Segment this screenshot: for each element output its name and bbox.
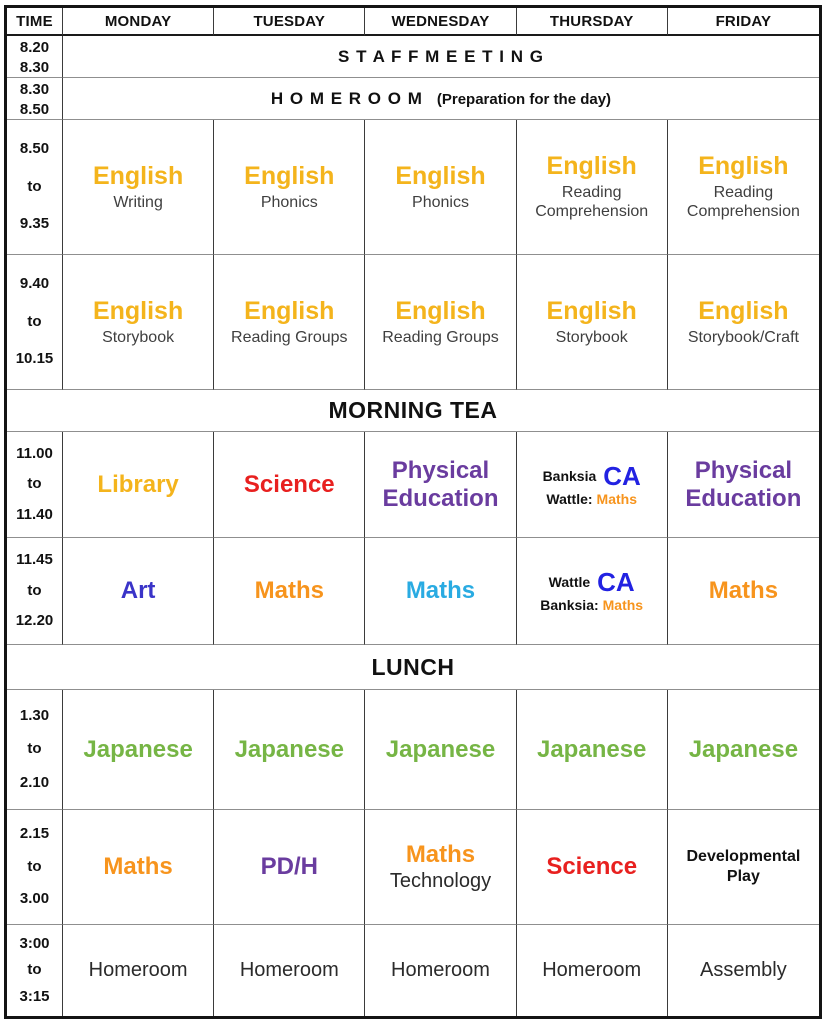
time-to: to [27, 740, 42, 758]
time-end: 8.50 [19, 101, 50, 119]
subject-title: PD/H [260, 853, 318, 881]
subject-label: Maths [596, 490, 637, 507]
header-cell-wednesday: WEDNESDAY [365, 8, 516, 36]
subject-title: English [698, 152, 789, 181]
subject-title: Japanese [83, 735, 193, 763]
cell-wednesday-english-phonics [365, 120, 516, 255]
header-cell-thursday: THURSDAY [517, 8, 668, 36]
cell-friday-english-reading-comprehension [668, 120, 819, 255]
time-to: to [27, 857, 42, 875]
cell-friday-maths [668, 538, 819, 645]
subject-title: Developmental Play [686, 848, 801, 885]
staff-meeting-label: S T A F F M E E T I N G [338, 46, 544, 66]
lunch-label: LUNCH [371, 653, 455, 680]
subject-title: English [92, 162, 184, 191]
time-cell-staff-meeting [7, 36, 63, 78]
subject-title: English [92, 297, 184, 326]
subject-title: English [395, 297, 486, 326]
subject-title: Homeroom [88, 959, 188, 981]
cell-tuesday-maths [214, 538, 365, 645]
cell-tuesday-english-reading-groups [214, 255, 365, 390]
subject-title: English [244, 297, 335, 326]
subject-title: Maths [254, 577, 324, 605]
time-start: 9.40 [19, 275, 50, 293]
time-start: 11.45 [16, 551, 53, 569]
cell-tuesday-homeroom [214, 925, 365, 1016]
subject-title: Japanese [385, 735, 496, 763]
time-start: 1.30 [19, 706, 50, 724]
cell-monday-library [63, 432, 214, 538]
cell-thursday-science [517, 810, 668, 925]
subject-title: Japanese [688, 735, 799, 763]
ca-label: CA [603, 460, 641, 491]
subject-label: Maths [602, 597, 644, 613]
subject-subtitle: Reading Comprehension [535, 184, 649, 221]
time-end: 12.20 [15, 612, 54, 630]
split-line-1 [542, 460, 641, 491]
homeroom-wrap [271, 89, 611, 109]
subject-title: English [546, 297, 637, 326]
subject-subtitle: Phonics [260, 193, 318, 211]
lunch-cell [7, 645, 819, 690]
subject-subtitle: Reading Groups [231, 328, 348, 346]
subject-title: English [546, 152, 637, 181]
cell-friday-physical-education [668, 432, 819, 538]
group-label: Banksia [542, 467, 597, 484]
subject-subtitle: Writing [113, 193, 163, 211]
time-cell-215-300 [7, 810, 63, 925]
cell-thursday-english-storybook [517, 255, 668, 390]
subject-title: Japanese [536, 735, 647, 763]
subject-subtitle: Technology [389, 870, 492, 893]
time-start: 8.30 [19, 81, 50, 98]
time-to: to [27, 312, 42, 330]
time-end: 10.15 [15, 350, 54, 368]
timetable [4, 5, 822, 1019]
time-cell-1100-1140 [7, 432, 63, 538]
subject-title: Art [120, 577, 156, 605]
subject-title: English [395, 162, 486, 191]
time-to: to [27, 961, 42, 979]
time-cell-homeroom [7, 78, 63, 120]
staff-meeting-cell [63, 36, 819, 78]
subject-subtitle: Reading Comprehension [686, 184, 800, 221]
cell-monday-japanese [63, 690, 214, 810]
cell-wednesday-homeroom [365, 925, 516, 1016]
cell-monday-english-storybook [63, 255, 214, 390]
header-cell-monday: MONDAY [63, 8, 214, 36]
subject-title: Science [546, 853, 638, 881]
cell-thursday-wattle-ca-banksia-maths [517, 538, 668, 645]
cell-friday-japanese [668, 690, 819, 810]
time-end: 3:15 [19, 988, 50, 1006]
cell-monday-english-writing [63, 120, 214, 255]
time-start: 11.00 [16, 445, 53, 463]
time-cell-940-1015 [7, 255, 63, 390]
cell-tuesday-english-phonics [214, 120, 365, 255]
group-label: Wattle: [546, 490, 593, 507]
cell-friday-english-storybook-craft [668, 255, 819, 390]
subject-title: English [698, 297, 789, 326]
cell-thursday-japanese [517, 690, 668, 810]
cell-monday-maths [63, 810, 214, 925]
cell-friday-developmental-play [668, 810, 819, 925]
subject-title: Physical Education [382, 456, 499, 512]
subject-title: Maths [708, 577, 779, 605]
cell-monday-homeroom [63, 925, 214, 1016]
subject-subtitle: Storybook/Craft [687, 328, 799, 346]
subject-title: Maths [405, 840, 476, 868]
subject-title: Homeroom [391, 959, 490, 981]
time-to: to [27, 581, 42, 599]
time-start: 3:00 [19, 934, 50, 952]
time-start: 2.15 [19, 825, 50, 843]
cell-wednesday-maths [365, 538, 516, 645]
subject-title: Assembly [700, 959, 787, 981]
time-start: 8.20 [19, 39, 50, 56]
subject-title: English [244, 162, 335, 191]
header-cell-time: TIME [7, 8, 63, 36]
time-cell-850-935 [7, 120, 63, 255]
split-line-2 [546, 491, 637, 507]
cell-wednesday-english-reading-groups [365, 255, 516, 390]
subject-subtitle: Reading Groups [382, 328, 499, 346]
subject-title: Homeroom [542, 959, 642, 981]
morning-tea-label: MORNING TEA [328, 397, 498, 423]
split-line-2 [540, 597, 643, 613]
subject-title: Maths [405, 577, 476, 605]
time-end: 8.30 [19, 59, 50, 77]
time-cell-1145-1220 [7, 538, 63, 645]
cell-tuesday-japanese [214, 690, 365, 810]
group-label: Wattle [548, 574, 591, 590]
subject-title: Science [243, 470, 335, 498]
time-to: to [27, 177, 42, 195]
subject-subtitle: Storybook [555, 328, 628, 346]
time-to: to [27, 475, 42, 493]
subject-title: Physical Education [685, 456, 802, 512]
time-end: 9.35 [19, 215, 50, 233]
split-line-1 [549, 569, 635, 595]
subject-title: Maths [103, 853, 173, 881]
cell-wednesday-maths-technology [365, 810, 516, 925]
subject-subtitle: Phonics [412, 193, 469, 211]
cell-monday-art [63, 538, 214, 645]
time-end: 11.40 [16, 505, 53, 523]
header-cell-tuesday: TUESDAY [214, 8, 365, 36]
homeroom-note: (Preparation for the day) [436, 90, 612, 108]
cell-thursday-banksia-ca-wattle-maths [517, 432, 668, 538]
time-end: 2.10 [19, 774, 50, 792]
subject-title: Library [97, 470, 179, 498]
cell-thursday-english-reading-comprehension [517, 120, 668, 255]
ca-label: CA [597, 567, 635, 597]
subject-title: Homeroom [239, 959, 339, 981]
morning-tea-cell [7, 390, 819, 432]
group-label: Banksia: [540, 597, 599, 613]
cell-tuesday-pdh [214, 810, 365, 925]
cell-thursday-homeroom [517, 925, 668, 1016]
cell-tuesday-science [214, 432, 365, 538]
cell-wednesday-physical-education [365, 432, 516, 538]
time-start: 8.50 [19, 140, 50, 158]
header-cell-friday: FRIDAY [668, 8, 819, 36]
cell-wednesday-japanese [365, 690, 516, 810]
time-cell-300-315 [7, 925, 63, 1016]
homeroom-cell [63, 78, 819, 120]
time-end: 3.00 [19, 890, 50, 908]
subject-title: Japanese [234, 735, 344, 763]
time-cell-130-210 [7, 690, 63, 810]
cell-friday-assembly [668, 925, 819, 1016]
subject-subtitle: Storybook [102, 328, 175, 346]
homeroom-label: H O M E R O O M [270, 88, 423, 108]
